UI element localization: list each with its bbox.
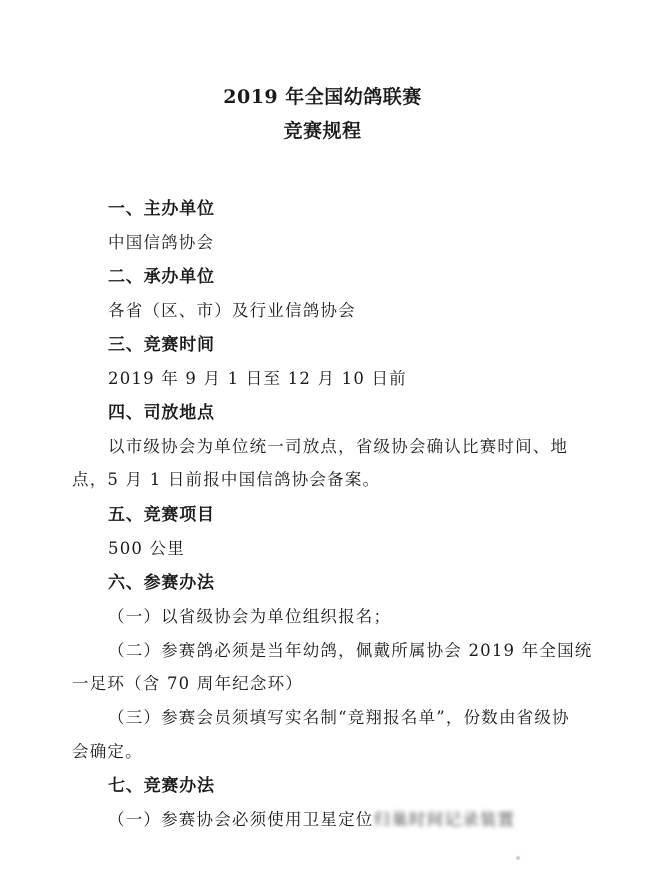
section-heading-release-site: 四、司放地点 bbox=[108, 403, 215, 423]
section-body-host: 各省（区、市）及行业信鸽协会 bbox=[108, 301, 356, 320]
entry-item-1: （一）以省级协会为单位组织报名； bbox=[108, 607, 392, 626]
entry-item-2-line2: 一足环（含 70 周年纪念环） bbox=[72, 674, 303, 693]
section-body-release-site-line2: 点，5 月 1 日前报中国信鸽协会备案。 bbox=[72, 470, 381, 489]
section-heading-time: 三、竞赛时间 bbox=[108, 335, 215, 355]
section-heading-host: 二、承办单位 bbox=[108, 267, 215, 287]
section-body-event: 500 公里 bbox=[108, 539, 185, 558]
section-heading-organizer: 一、主办单位 bbox=[108, 199, 215, 219]
document-subtitle: 竞赛规程 bbox=[283, 120, 362, 142]
document-title: 2019 年全国幼鸽联赛 bbox=[223, 86, 422, 108]
section-body-time: 2019 年 9 月 1 日至 12 月 10 日前 bbox=[108, 369, 407, 388]
competition-item-1 bbox=[108, 806, 515, 830]
section-heading-event: 五、竞赛项目 bbox=[108, 505, 215, 525]
section-heading-competition-method: 七、竞赛办法 bbox=[108, 776, 215, 796]
scan-artifact-dot bbox=[516, 856, 520, 860]
competition-item-1-visible: （一）参赛协会必须使用卫星定位 bbox=[108, 810, 374, 829]
section-heading-entry-method: 六、参赛办法 bbox=[108, 573, 215, 593]
competition-item-1-obscured: 归巢时间记录装置 bbox=[373, 810, 516, 829]
entry-item-2-line1: （二）参赛鸽必须是当年幼鸽，佩戴所属协会 2019 年全国统 bbox=[108, 641, 593, 660]
entry-item-3-line1: （三）参赛会员须填写实名制“竞翔报名单”，份数由省级协 bbox=[108, 708, 570, 727]
section-body-release-site-line1: 以市级协会为单位统一司放点，省级协会确认比赛时间、地 bbox=[108, 437, 569, 456]
section-body-organizer: 中国信鸽协会 bbox=[108, 233, 215, 252]
entry-item-3-line2: 会确定。 bbox=[72, 742, 143, 761]
